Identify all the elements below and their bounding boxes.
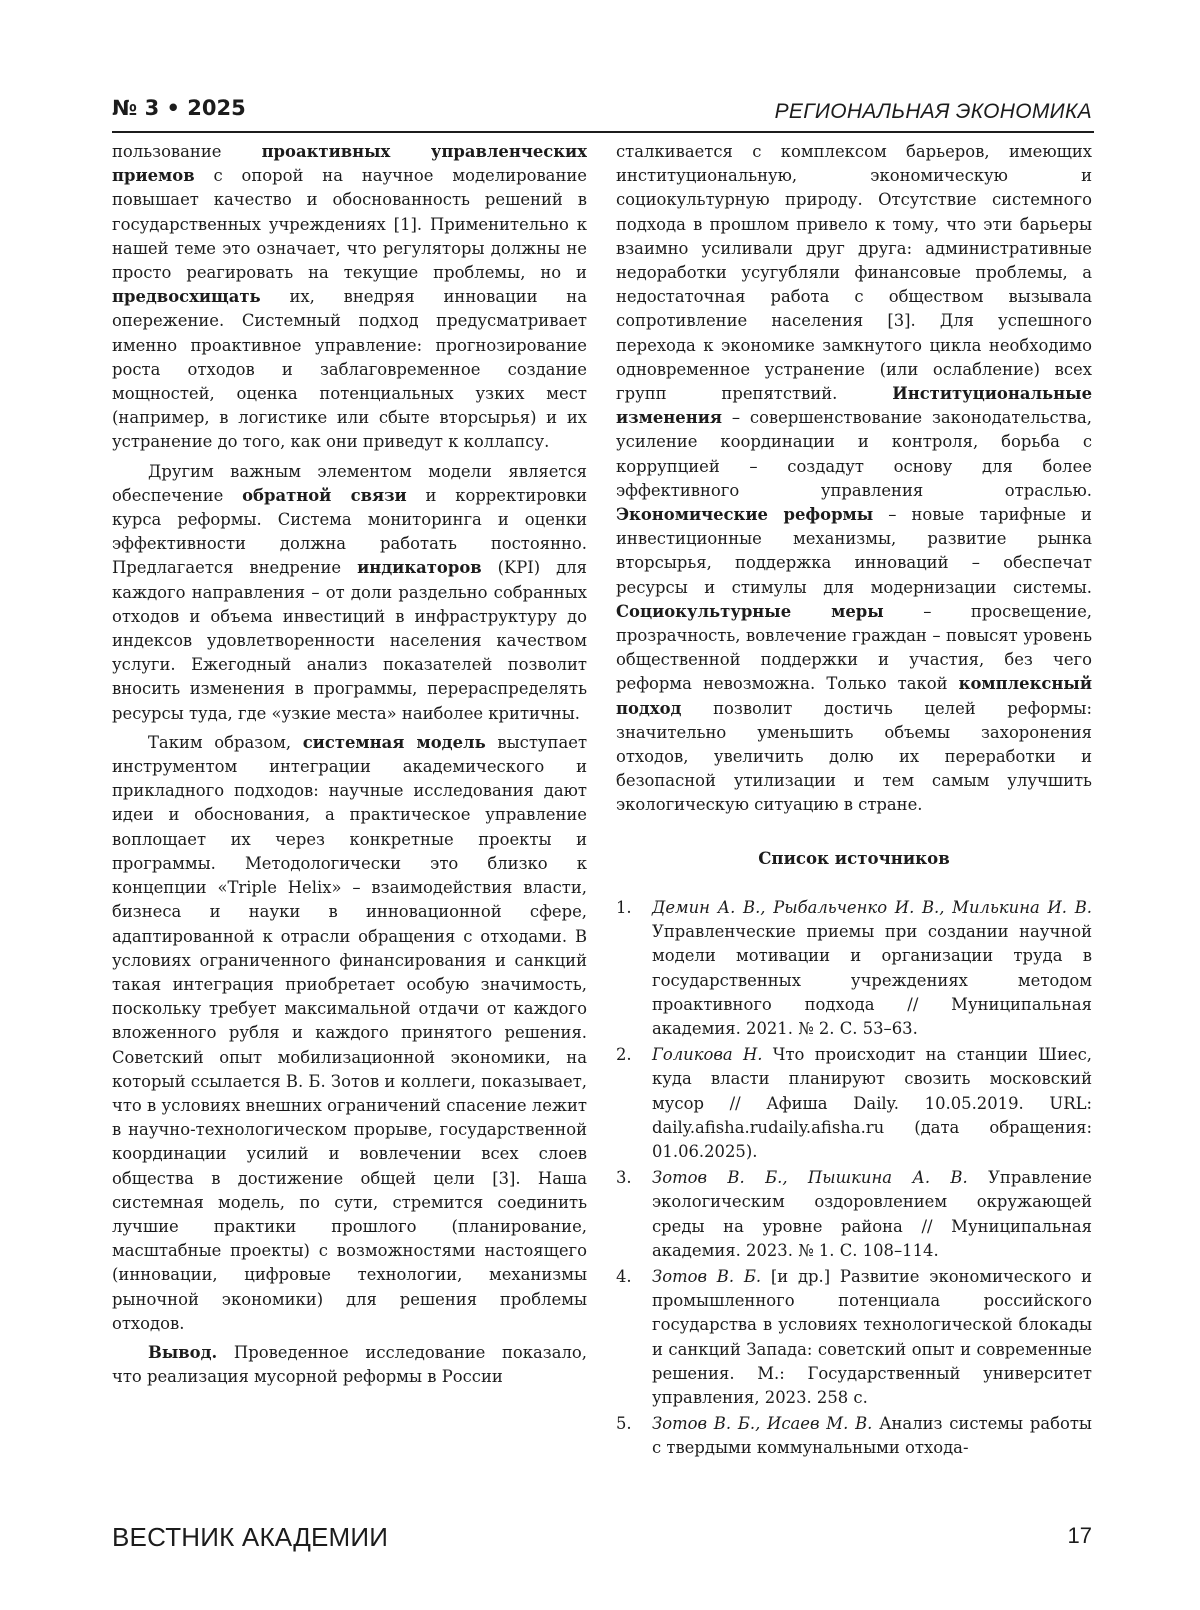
text-run: – просвещение, прозрачность, вовлечение граждан – повысят уровень общественной поддержки и участия, без чего реформа невозможна. Только такой — [616, 601, 1092, 694]
bold-term: Институциональные изменения — [616, 384, 1092, 428]
reference-item — [616, 1412, 1092, 1460]
reference-authors: Голикова Н. — [652, 1045, 763, 1065]
reference-authors: Зотов В. Б., Исаев М. В. — [652, 1414, 873, 1434]
text-run: их, внедряя инновации на опережение. Системный подход предусматривает именно проактивное управление: прогнозирование роста отходов и заблаговременное создание мощностей, оценка потенциальных узких мест (например, в логистике или сбыте вторсырья) и их устранение до того, как они приведут к коллапсу. — [112, 287, 587, 452]
bold-term: Вывод. — [148, 1342, 218, 1362]
text-run: (KPI) для каждого направления – от доли раздельно собранных отходов и объема инвестиций в инфраструктуру до индексов удовлетворенности населения качеством услуги. Ежегодный анализ показателей позволит вносить изменения в программы, перераспределять ресурсы туда, где «узкие места» наиболее критичны. — [112, 558, 587, 723]
reference-text: Управленческие приемы при создании научной модели мотивации и организации труда в государственных учреждениях методом проактивного подхода // Муниципальная академия. 2021. № 2. С. 53–63. — [652, 922, 1092, 1038]
text-run: позволит достичь целей реформы: значительно уменьшить объемы захоронения отходов, увеличить долю их переработки и безопасной утилизации и тем самым улучшить экологическую ситуацию в стране. — [616, 698, 1092, 815]
text-run: выступает инструментом интеграции академического и прикладного подходов: научные исследования дают идеи и обоснования, а практическое управление воплощает их через конкретные проекты и программы. Методологически это близко к концепции «Triple Helix» – взаимодействия власти, бизнеса и науки в инновационной сфере, адаптированной к отрасли обращения с отходами. В условиях ограниченного финансирования и санкций такая интеграция приобретает особую значимость, поскольку требует максимальной отдачи от каждого вложенного рубля и каждого принятого решения. Советский опыт мобилизационной экономики, на который ссылается В. Б. Зотов и коллеги, показывает, что в условиях внешних ограничений спасение лежит в научно-технологическом прорыве, государственной координации усилий и вовлечении всех слоев общества в достижение общей цели [3]. Наша системная модель, по сути, стремится соединить лучшие практики прошлого (планирование, масштабные проекты) с возможностями настоящего (инновации, цифровые технологии, механизмы рыночной экономики) для решения проблемы отходов. — [112, 732, 587, 1333]
reference-text: [и др.] Развитие экономического и промышленного потенциала российского государства в условиях технологической блокады и санкций Запада: советский опыт и современные решения. М.: Государственный университет управления, 2023. 258 с. — [652, 1266, 1092, 1407]
reference-item — [616, 1166, 1092, 1263]
references-list — [616, 896, 1092, 1461]
text-run: с опорой на научное моделирование повышает качество и обоснованность решений в государственных учреждениях [1]. Применительно к нашей теме это означает, что регуляторы должны не просто реагировать на текущие проблемы, но и — [112, 166, 587, 283]
bold-term: комплексный подход — [616, 674, 1092, 718]
reference-number: 5. — [616, 1414, 632, 1434]
bold-term: индикаторов — [357, 558, 482, 578]
references-title: Список источников — [758, 847, 950, 868]
reference-item — [616, 1043, 1092, 1164]
reference-text: Управление экологическим оздоровлением окружающей среды на уровне района // Муниципальная академия. 2023. № 1. С. 108–114. — [652, 1168, 1092, 1260]
reference-item — [616, 896, 1092, 1041]
text-run: Проведенное исследование показало, что реализация мусорной реформы в России — [112, 1342, 587, 1387]
text-run: и корректировки курса реформы. Система мониторинга и оценки эффективности должна работать постоянно. Предлагается внедрение — [112, 485, 587, 578]
right-column — [616, 140, 1092, 1512]
reference-item — [616, 1265, 1092, 1410]
header-divider — [112, 131, 1094, 133]
journal-title: ВЕСТНИК АКАДЕМИИ — [112, 1522, 389, 1552]
reference-number: 2. — [616, 1045, 632, 1065]
bold-term: обратной связи — [242, 485, 407, 505]
paragraph — [112, 140, 587, 455]
bold-term: Социокультурные меры — [616, 601, 884, 621]
page-number: 17 — [1067, 1523, 1092, 1548]
bold-term: системная модель — [302, 732, 486, 752]
text-run: Другим важным элементом модели является обеспечение — [112, 461, 587, 505]
reference-number: 4. — [616, 1266, 632, 1286]
reference-authors: Демин А. В., Рыбальченко И. В., Милькина И. В. — [652, 897, 1092, 917]
text-run: – совершенствование законодательства, усиление координации и контроля, борьба с коррупцией – создадут основу для более эффективного управления отраслью. — [616, 408, 1092, 500]
bold-term: Экономические реформы — [616, 505, 874, 525]
issue-number: № 3 • 2025 — [112, 96, 246, 120]
paragraph — [112, 460, 587, 726]
paragraph — [112, 731, 587, 1336]
section-title: РЕГИОНАЛЬНАЯ ЭКОНОМИКА — [774, 100, 1092, 123]
text-run: – новые тарифные и инвестиционные механизмы, развитие рынка вторсырья, поддержка инноваций – обеспечат ресурсы и стимулы для модернизации системы. — [616, 505, 1092, 597]
paragraph — [616, 140, 1092, 818]
bold-term: проактивных управленческих приемов — [112, 142, 587, 186]
paragraph — [112, 1341, 587, 1389]
left-column — [112, 140, 587, 1512]
reference-text: Что происходит на станции Шиес, куда власти планируют свозить московский мусор // Афиша Daily. 10.05.2019. URL: daily.afisha.rudaily.afisha.ru (дата обращения: 01.06.2025). — [652, 1045, 1092, 1161]
text-run: сталкивается с комплексом барьеров, имеющих институциональную, экономическую и социокультурную природу. Отсутствие системного подхода в прошлом привело к тому, что эти барьеры взаимно усиливали друг друга: административные недоработки усугубляли финансовые проблемы, а недостаточная работа с обществом вызывала сопротивление населения [3]. Для успешного перехода к экономике замкнутого цикла необходимо одновременное устранение (или ослабление) всех групп препятствий. — [616, 142, 1092, 404]
reference-authors: Зотов В. Б., Пышкина А. В. — [652, 1168, 968, 1188]
reference-number: 3. — [616, 1168, 632, 1188]
reference-text: Анализ системы работы с твердыми коммунальными отхода- — [652, 1414, 1092, 1458]
text-run: пользование — [112, 142, 262, 161]
reference-number: 1. — [616, 897, 632, 917]
bold-term: предвосхищать — [112, 287, 261, 307]
reference-authors: Зотов В. Б. — [652, 1266, 762, 1286]
text-run: Таким образом, — [148, 732, 303, 752]
